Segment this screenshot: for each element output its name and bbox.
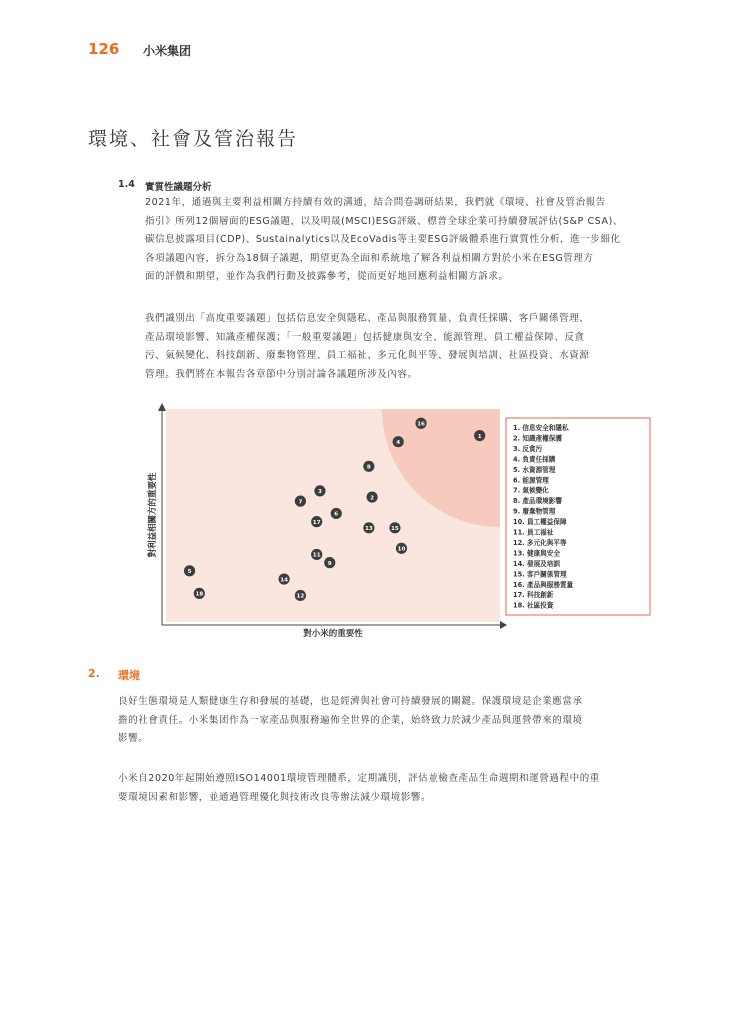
y-axis-arrow [158,403,166,411]
data-point [324,557,335,568]
legend-item: 15. 客戶關係管理 [513,570,567,579]
data-point [331,508,342,519]
section-title: 環境 [118,669,140,682]
page-title: 環境、社會及管治報告 [88,128,299,150]
data-point-label: 15 [391,526,399,532]
data-point [311,516,322,527]
legend-item: 9. 廢棄物管理 [513,507,556,516]
environment-paragraph [118,693,583,749]
data-point-label: 4 [396,439,401,446]
y-axis-label: 對利益相關方的重要性 [148,472,158,558]
paragraph-line: 良好生態環境是人類健康生存和發展的基礎，也是經濟與社會可持續發展的關鍵。保護環境是企業應當承 [118,696,583,707]
paragraph-line: 小米自2020年起開始遵照ISO14001環境管理體系，定期識別，評估並檢查產品生命週期和運營過程中的重 [118,773,600,784]
data-point [295,496,306,507]
data-point [194,588,205,599]
legend-item: 12. 多元化與平等 [513,538,567,547]
legend-item: 3. 反貪污 [513,444,543,453]
paragraph-line: 要環境因素和影響，並通過管理優化與技術改良等辦法減少環境影響。 [118,791,432,803]
company-name: 小米集团 [143,44,192,58]
paragraph-line: 產品環境影響、知識產權保護；「一般重要議題」包括健康與安全、能源管理、員工權益保障、反貪 [145,331,585,343]
legend-item: 17. 科技創新 [513,591,554,600]
data-point-label: 6 [334,511,339,518]
data-point-label: 17 [312,519,321,526]
paragraph-line: 我們識別出「高度重要議題」包括信息安全與隱私、產品與服務質量、負責任採購、客戶關係管理、 [145,313,590,324]
paragraph-line: 管理。我們將在本報告各章節中分別討論各議題所涉及內容。 [145,368,418,380]
data-point-label: 7 [298,499,303,506]
legend-item: 1. 信息安全和隱私 [513,424,569,432]
data-point [474,430,485,441]
paragraph-line: 影響。 [118,733,149,745]
data-point [363,461,374,472]
data-point-label: 8 [366,464,371,471]
data-point-label: 1 [477,433,482,440]
data-point-label: 12 [296,593,305,600]
data-point [314,485,325,496]
paragraph-line: 面的評價和期望，並作為我們行動及披露參考，從而更好地回應利益相關方訴求。 [145,271,509,283]
section-title: 實質性議題分析 [145,182,212,193]
legend-item: 2. 知識產權保護 [513,434,562,443]
legend-item: 5. 水資源管理 [513,465,556,474]
data-point-label: 16 [417,421,425,428]
paragraph-line: 碳信息披露項目(CDP)、Sustainalytics以及EcoVadis等主要ESG評級體系進行實質性分析，進一步細化 [145,234,621,246]
data-point-label: 10 [397,546,406,553]
legend-item: 7. 氣候變化 [513,486,549,495]
data-point-label: 13 [364,526,373,532]
legend-item: 11. 員工福祉 [513,528,554,537]
legend-item: 10. 員工權益保障 [513,518,567,527]
legend-item: 6. 能源管理 [513,476,549,485]
data-point [393,436,404,447]
data-point [295,590,306,601]
data-point-label: 2 [370,495,375,502]
data-point [311,549,322,560]
data-point [415,418,426,429]
legend-item: 13. 健康與安全 [513,549,560,558]
paragraph-line: 擔的社會責任。小米集团作為一家產品與服務遍佈全世界的企業，始終致力於減少產品與運營帶來的環境 [118,714,583,726]
page-number: 126 [88,40,120,58]
paragraph-line: 各項議題內容，拆分為18個子議題，期望更為全面和系統地了解各利益相關方對於小米在ESG管理方 [145,252,594,264]
section-number: 1.4 [118,179,135,190]
data-point [363,522,374,533]
legend-item: 8. 產品環境影響 [513,497,562,506]
data-point-label: 11 [312,552,321,559]
x-axis-arrow [500,621,507,629]
data-point [396,543,407,554]
data-point-label: 9 [327,560,332,567]
data-point-label: 5 [187,569,192,576]
legend-item: 18. 社區投資 [513,601,554,610]
data-point-label: 3 [318,489,322,496]
legend-item: 16. 產品與服務質量 [513,580,574,589]
paragraph-line: 2021年，通過與主要利益相關方持續有效的溝通，結合問卷調研結果，我們就《環境、社會及管治報告 [145,197,606,208]
data-point-label: 14 [280,577,288,584]
data-point [367,491,378,502]
data-point [389,522,400,533]
section-number: 2. [88,667,100,680]
iso-paragraph [118,770,600,807]
data-point [184,565,195,576]
data-point-label: 18 [195,591,204,598]
legend-item: 14. 發展及培訓 [513,559,560,568]
x-axis-label: 對小米的重要性 [303,629,363,639]
paragraph-line: 指引》所列12個層面的ESG議題，以及明晟(MSCI)ESG評級、標普全球企業可持續發展評估(S&P CSA)、 [145,215,623,227]
data-point [279,573,290,584]
legend-item: 4. 負責任採購 [513,455,556,464]
paragraph-line: 污、氣候變化、科技創新、廢棄物管理、員工福祉、多元化與平等、發展與培訓、社區投資、水資源 [145,350,590,362]
